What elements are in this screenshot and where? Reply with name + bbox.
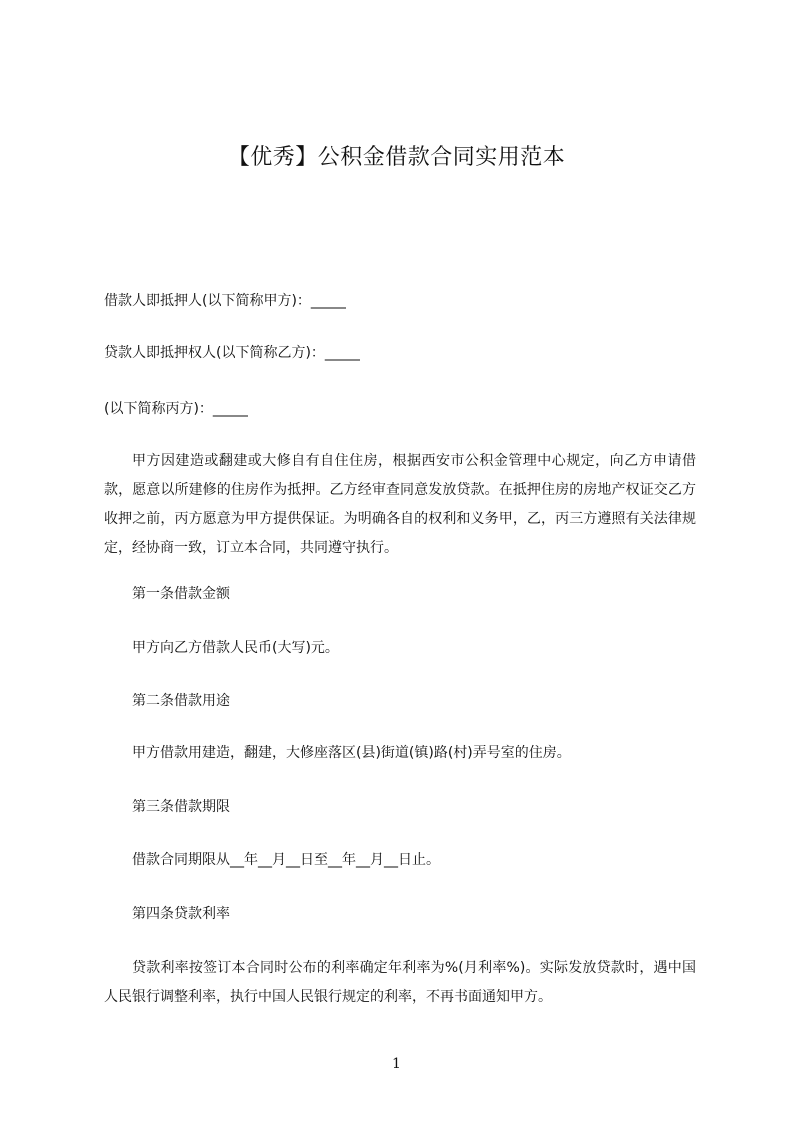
- document-title: 【优秀】公积金借款合同实用范本: [227, 145, 566, 170]
- article-2-text: 甲方借款用建造，翻建，大修座落区(县)街道(镇)路(村)弄号室的住房。: [132, 745, 571, 761]
- article-3-heading: 第三条借款期限: [132, 799, 230, 815]
- lender-line: 贷款人即抵押权人(以下简称乙方)：_____: [104, 345, 360, 361]
- article-4-text: 贷款利率按签订本合同时公布的利率确定年利率为%(月利率%)。实际发放贷款时，遇中国人民银行调整利率，执行中国人民银行规定的利率，不再书面通知甲方。: [104, 960, 696, 1005]
- borrower-line: 借款人即抵押人(以下简称甲方)：_____: [104, 293, 346, 309]
- article-3-text: 借款合同期限从__年__月__日至__年__月__日止。: [132, 852, 440, 868]
- preamble-paragraph: 甲方因建造或翻建或大修自有自住住房，根据西安市公积金管理中心规定，向乙方申请借款，愿意以所建修的住房作为抵押。乙方经审查同意发放贷款。在抵押住房的房地产权证交乙方收押之前，丙方愿意为甲方提供保证。为明确各自的权利和义务甲，乙，丙三方遵照有关法律规定，经协商一致，订立本合同，共同遵守执行。: [104, 453, 696, 556]
- page-number: 1: [392, 1056, 401, 1072]
- article-4-heading: 第四条贷款利率: [132, 906, 230, 922]
- article-1-heading: 第一条借款金额: [132, 586, 230, 602]
- article-1-text: 甲方向乙方借款人民币(大写)元。: [132, 640, 339, 656]
- guarantor-line: (以下简称丙方)：_____: [104, 401, 248, 417]
- article-2-heading: 第二条借款用途: [132, 693, 230, 709]
